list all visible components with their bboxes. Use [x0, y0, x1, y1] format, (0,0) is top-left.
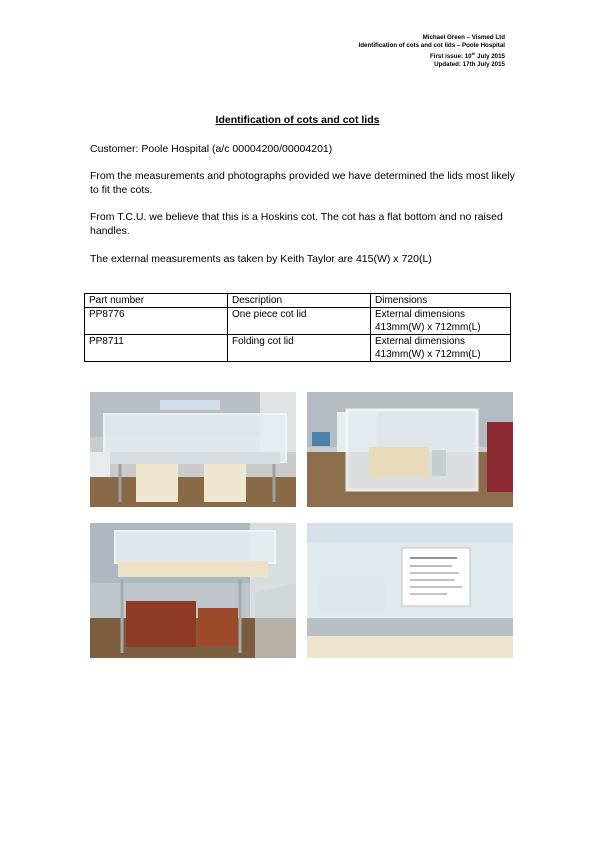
part-number-cell: PP8776	[85, 308, 228, 335]
header-updated: Updated: 17th July 2015	[434, 61, 505, 69]
measurements-paragraph: The external measurements as taken by Keith Taylor are 415(W) x 720(L)	[90, 253, 432, 265]
table-header-row	[85, 294, 511, 308]
header-first-issue: First issue: 10th July 2015	[430, 51, 505, 61]
customer-line: Customer: Poole Hospital (a/c 00004200/00004201)	[90, 143, 333, 155]
table-row	[85, 335, 511, 362]
intro-paragraph: From the measurements and photographs provided we have determined the lids most likely to fit the cots.	[90, 170, 515, 196]
description-cell: One piece cot lid	[228, 308, 371, 335]
header-author: Michael Green – Vismed Ltd	[422, 34, 505, 41]
header-part-number: Part number	[85, 294, 228, 308]
description-cell: Folding cot lid	[228, 335, 371, 362]
header-subject: Identification of cots and cot lids – Poole Hospital	[358, 42, 505, 49]
header-dimensions: Dimensions	[371, 294, 511, 308]
parts-table	[84, 293, 511, 362]
cot-photo-side	[90, 392, 296, 507]
part-number-cell: PP8711	[85, 335, 228, 362]
cot-photo-cabinet	[90, 523, 296, 658]
table-row	[85, 308, 511, 335]
cot-photo-top	[307, 392, 513, 507]
document-title: Identification of cots and cot lids	[215, 114, 380, 126]
dimensions-cell: External dimensions 413mm(W) x 712mm(L)	[371, 308, 511, 335]
tcu-paragraph: From T.C.U. we believe that this is a Hoskins cot. The cot has a flat bottom and no raised handles.	[90, 211, 503, 237]
header-description: Description	[228, 294, 371, 308]
dimensions-cell: External dimensions 413mm(W) x 712mm(L)	[371, 335, 511, 362]
cot-photo-sign	[307, 523, 513, 658]
document-header	[359, 34, 505, 69]
